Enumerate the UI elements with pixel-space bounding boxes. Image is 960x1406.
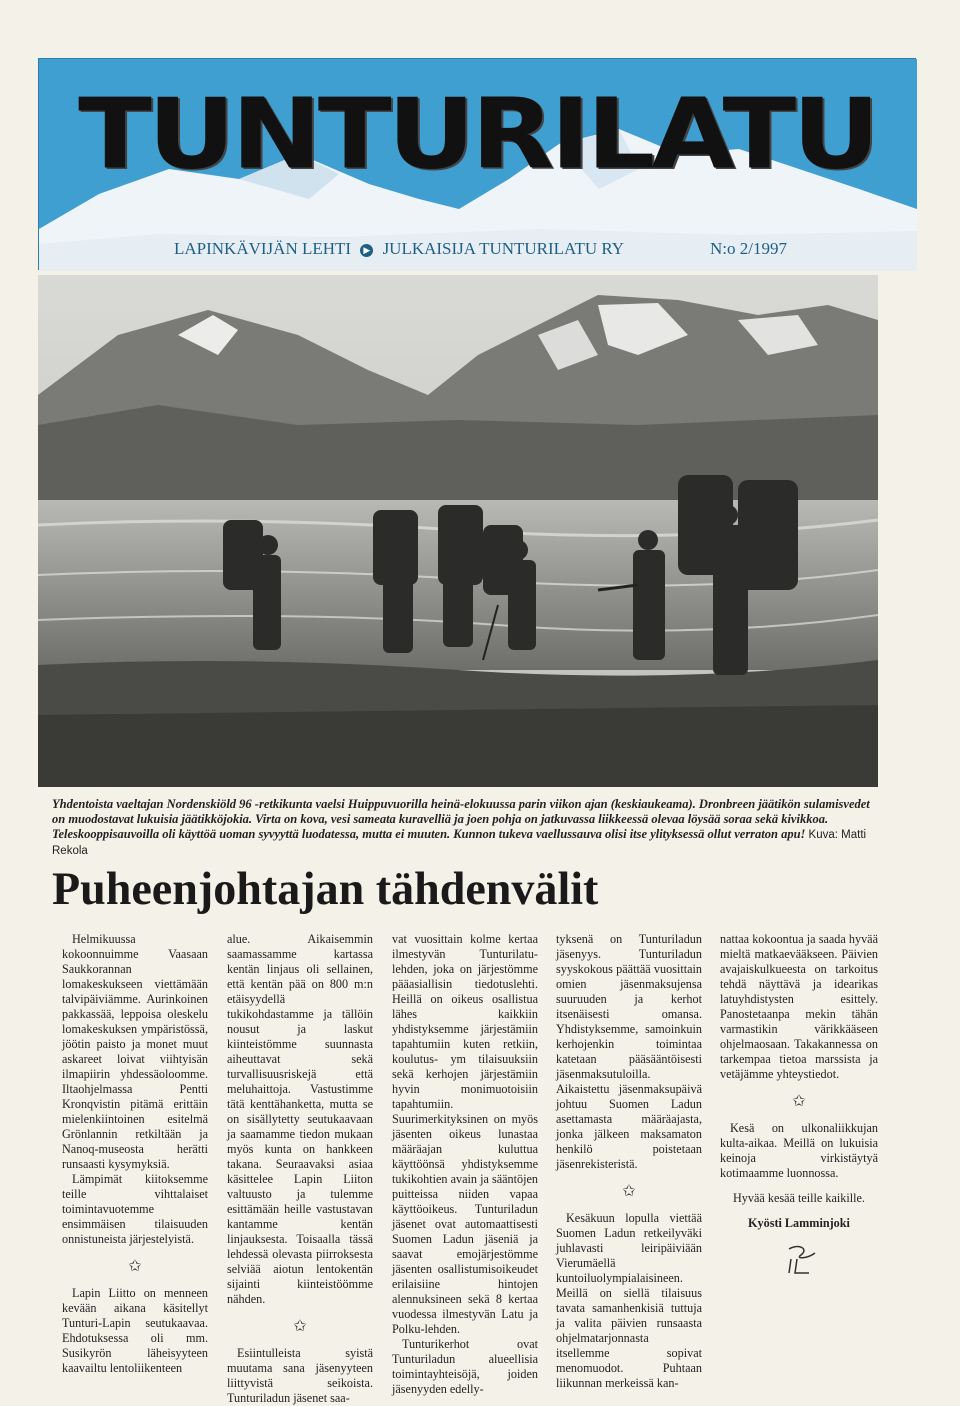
photo-caption (52, 797, 882, 859)
issue-number: N:o 2/1997 (710, 239, 787, 258)
masthead-subline (39, 239, 915, 263)
signature-icon (769, 1243, 829, 1275)
paragraph: vat vuosittain kolme kertaa ilmestyvän Tunturilatu-lehden, joka on järjestömme pääasiallisin tiedotuslehti. Heillä on oikeus osallistua lähes kaikkiin yhdistyksemme järjestämiin tapahtumiin kuten retkiin, koulutus- ym tilaisuuksiin sekä kerhojen järjestämiin hyvin monimuotoisiin tapahtumiin. Suurimerkityksinen on myös jäsenten oikeus lunastaa määräajan kuluttua käyttöönsä yhdistyksemme tukikohtien avain ja sääntöjen puitteissa niiden vapaa käyttöoikeus. Tunturiladun jäsenet ovat automaattisesti Suomen Ladun jäseniä ja saavat emojärjestömme jäsenten osallistumisoikeudet erilaisiine hintojen alennuksineen sekä 8 kertaa vuodessa ilmestyvän Latu ja Polku-lehden. (392, 932, 538, 1336)
paragraph: Tunturikerhot ovat Tunturiladun alueellisia toimintayhteisöjä, joiden jäsenyyden edelly- (392, 1337, 538, 1396)
star-icon: ✩ (293, 1318, 307, 1335)
paragraph: tyksenä on Tunturiladun jäsenyys. Tunturiladun syyskokous päättää vuosittain omien jäsenmaksujensa suuruuden ja kerhot itsenäisesti omansa. Yhdistyksemme, samoinkuin kerhojenkin toimintaa katetaan pääsääntöisesti jäsenmaksutuloilla. Aikaistettu jäsenmaksupäivä johtuu Suomen Ladun asettamasta määräajasta, jonka jälkeen maksamaton henkilö poistetaan jäsenrekisteristä. (556, 932, 702, 1171)
publisher-right: JULKAISIJA TUNTURILATU RY (382, 239, 625, 258)
masthead (38, 58, 916, 270)
article-column-1 (62, 932, 208, 1376)
article-column-2 (227, 932, 373, 1406)
paragraph: Kesäkuun lopulla viettää Suomen Ladun retkeilyväki juhlavasti leiripäiviään Vierumäellä kuntoiluolympialaisineen. Meillä on siellä tilaisuus tavata samanhenkisiä tuttuja ja valita päivien runsaasta ohjelmatarjonnasta itsellemme sopivat menomuodot. Puhtaan liikunnan merkeissä kan- (556, 1211, 702, 1390)
masthead-logo: TUNTURILATU (78, 78, 876, 191)
star-icon: ✩ (128, 1258, 142, 1275)
publisher-left: LAPINKÄVIJÄN LEHTI (174, 239, 352, 258)
article-headline: Puheenjohtajan tähdenvälit (52, 863, 599, 915)
paragraph: Kesä on ulkonaliikkujan kulta-aikaa. Meillä on lukuisia keinoja virkistäytyä kotimaamme luonnossa. (720, 1121, 878, 1180)
closing-greeting: Hyvää kesää teille kaikille. (733, 1191, 865, 1205)
paragraph: Lämpimät kiitoksemme teille vihttalaiset toimintavuotemme ensimmäisen tilaisuuden onnistuneista järjestelyistä. (62, 1172, 208, 1246)
article-body (62, 932, 892, 1405)
article-column-3 (392, 932, 538, 1397)
cover-photo (38, 275, 878, 787)
paragraph: alue. Aikaisemmin saamassamme kartassa kentän linjaus oli sellainen, että kentän pää on 800 m:n etäisyydellä tukikohdastamme ja tällöin nousut ja laskut kiinteistömme suunnasta aiheuttavat sekä turvallisuusriskejä että meluhaittoja. Vastustimme tätä kenttähanketta, mutta se on sisällytetty seutukaavaan ja saamamme tiedon mukaan myös kunta on hankkeen takana. Seuraavaksi asiaa käsittelee Lapin Liiton valtuusto ja tulemme esittämään heille vastustavan kantamme kentän linjauksesta. Toisaalla tässä lehdessä olevasta piirroksesta selviää aiotun lentokentän sijainti kiinteistöömme nähden. (227, 932, 373, 1306)
paragraph: Lapin Liitto on menneen kevään aikana käsitellyt Tunturi-Lapin seutukaavaa. Ehdotuksessa oli mm. Susikyrön läheisyyteen kaavailtu lentoliikenteen (62, 1286, 208, 1375)
paragraph: nattaa kokoontua ja saada hyvää mieltä matkaevääkseen. Päivien avajaiskulkueesta on tarkoitus tehdä näyttävä ja idearikas latuyhdistysten esittely. Panostetaanpa mekin tähän varmastikin värikkääseen ohjelmaosaan. Takakannessa on tarkempaa tietoa marssista ja vetäjämme yhteystiedot. (720, 932, 878, 1081)
author-name: Kyösti Lamminjoki (748, 1216, 850, 1230)
river-crossing-photo (38, 275, 878, 787)
article-column-5 (720, 932, 878, 1275)
star-icon: ✩ (622, 1183, 636, 1200)
star-icon: ✩ (792, 1093, 806, 1110)
photo-credit: Kuva: Matti Rekola (52, 829, 867, 857)
caption-text: Yhdentoista vaeltajan Nordenskiöld 96 -retkikunta vaelsi Huippuvuorilla heinä-elokuussa parin viikon ajan (keskiaukeama). Dronbreen jäätikön sulamisvedet on muodostavat lukuisia jäätikköjokia. Virta on kova, vesi sameata kuravelliä ja joen pohja on jatkuvassa liikkeessä olevaa löysää soraa sekä kivikkoa. Teleskooppisauvoilla oli käyttöä uoman syvyyttä luodatessa, mutta ei muuten. Kunnon tukeva vaellussauva olisi itse ylityksessä ollut verraton apu! (52, 797, 870, 841)
paragraph: Helmikuussa kokoonnuimme Vaasaan Saukkorannan lomakeskukseen viettämään talvipäiviämme. Aurinkoinen pakkassää, leppoisa oleskelu lomakeskuksen ympäristössä, jöötin paisto ja monet muut askareet loivat viihtyisän ilmapiirin yhdessäoloomme. Iltaohjelmassa Pentti Kronqvistin pitämä erittäin mielenkiintoinen esitelmä Grönlannin retkiltään ja Nanoq-museosta herätti runsaasti kysymyksiä. (62, 932, 208, 1171)
bullet-icon: ▶ (360, 244, 373, 257)
paragraph: Esiintulleista syistä muutama sana jäsenyyteen liittyvistä seikoista. Tunturiladun jäsenet saa- (227, 1346, 373, 1405)
publisher-line (174, 239, 624, 259)
article-column-4 (556, 932, 702, 1391)
